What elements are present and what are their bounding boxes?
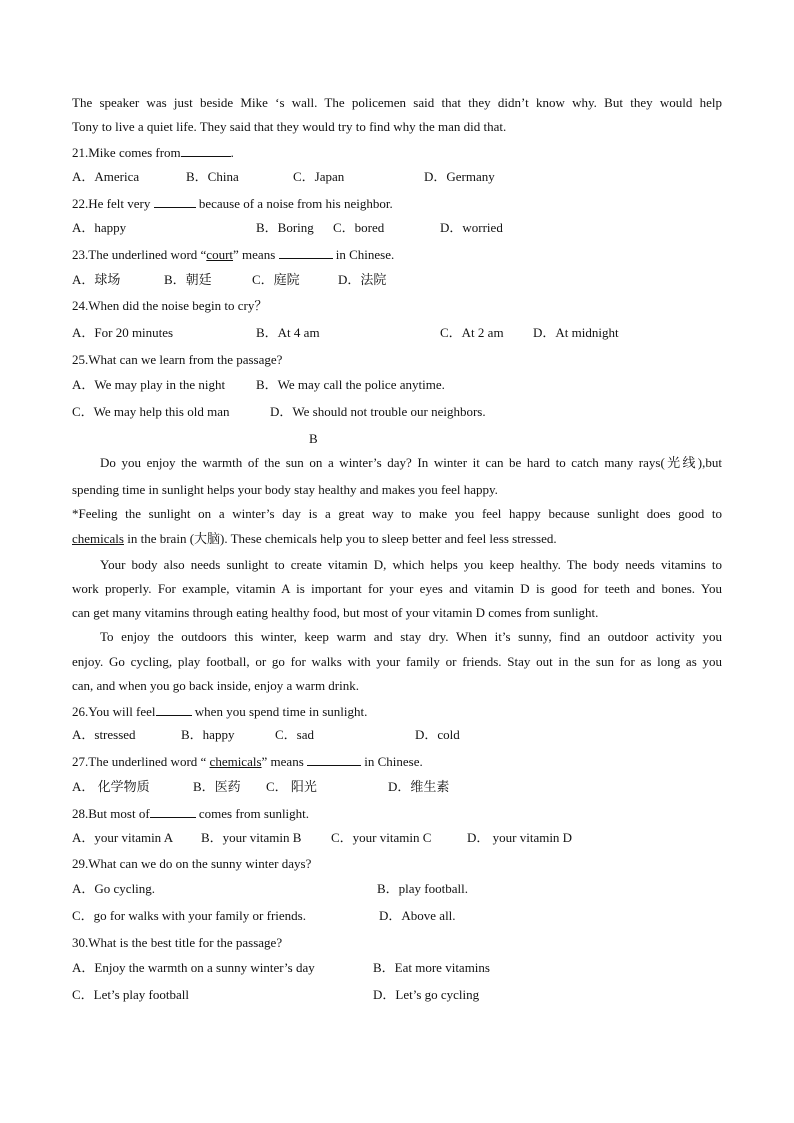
passage-b-p3-line-3: can get many vitamins through eating healthy food, but most of your vitamin D comes from sunlight. — [72, 605, 599, 620]
q26-option-b: B．happy — [181, 727, 235, 742]
answer-blank[interactable] — [181, 144, 231, 157]
passage-b-p2-line-2 — [72, 531, 557, 547]
q26-option-d: D．cold — [415, 727, 460, 742]
question-23-rest: in Chinese. — [335, 247, 395, 262]
q28-option-b: B．your vitamin B — [201, 830, 302, 845]
q27-option-b: B．医药 — [193, 779, 241, 794]
q21-option-d: D．Germany — [424, 169, 495, 184]
question-29: 29.What can we do on the sunny winter days? — [72, 856, 312, 871]
q24-option-d: D．At midnight — [533, 325, 619, 340]
question-24: 24.When did the noise begin to cry？ — [72, 298, 268, 313]
q21-option-c: C．Japan — [293, 169, 345, 184]
question-21-end: . — [230, 145, 234, 160]
q25-option-a: A．We may play in the night — [72, 377, 226, 392]
q26-option-a: A．stressed — [72, 727, 136, 742]
question-22 — [72, 195, 393, 212]
q29-option-a: A．Go cycling. — [72, 881, 156, 896]
question-30: 30.What is the best title for the passage? — [72, 935, 283, 950]
passage-a-line-1: The speaker was just beside Mike ‘s wall. The policemen said that they didn’t know why. But they would help — [72, 95, 722, 110]
passage-a-line-2: Tony to live a quiet life. They said that they would try to find why the man did that. — [72, 119, 507, 134]
passage-b-p2-line-2-rest: in the brain (大脑). These chemicals help you to sleep better and feel less stressed. — [123, 531, 557, 546]
question-26-stem: 26.You will feel — [72, 704, 156, 719]
passage-b-p3-line-2: work properly. For example, vitamin A is important for your eyes and vitamin D is good for teeth and bones. You — [72, 581, 722, 596]
answer-blank[interactable] — [279, 246, 333, 259]
passage-b-p2-line-1: *Feeling the sunlight on a winter’s day is a great way to make you feel happy because sunlight does good to — [72, 506, 722, 521]
q29-option-c: C．go for walks with your family or friends. — [72, 908, 306, 923]
q29-option-d: D．Above all. — [379, 908, 456, 923]
passage-b-p1-line-2: spending time in sunlight helps your body stay healthy and makes you feel happy. — [72, 482, 498, 497]
q23-option-b: B．朝廷 — [164, 272, 212, 287]
q30-option-a: A．Enjoy the warmth on a sunny winter’s day — [72, 960, 315, 975]
q29-option-b: B．play football. — [377, 881, 468, 896]
section-b-label: B — [309, 431, 318, 446]
underlined-word-chemicals: chemicals — [72, 531, 124, 546]
answer-blank[interactable] — [154, 195, 196, 208]
q23-option-d: D．法院 — [338, 272, 387, 287]
answer-blank[interactable] — [156, 703, 192, 716]
q22-option-d: D．worried — [440, 220, 503, 235]
question-21 — [72, 144, 234, 161]
q25-option-d: D．We should not trouble our neighbors. — [270, 404, 486, 419]
q27-option-a: A． 化学物质 — [72, 779, 150, 794]
question-23-post: ” means — [233, 247, 276, 262]
question-27 — [72, 753, 423, 770]
question-28 — [72, 805, 309, 822]
passage-b-p4-line-2: enjoy. Go cycling, play football, or go for walks with your family or friends. Stay out in the sun for as long as you — [72, 654, 722, 669]
q30-option-b: B．Eat more vitamins — [373, 960, 490, 975]
question-27-pre: 27.The underlined word “ — [72, 754, 210, 769]
q21-option-a: A．America — [72, 169, 140, 184]
question-22-stem: 22.He felt very — [72, 196, 151, 211]
q26-option-c: C．sad — [275, 727, 315, 742]
q28-option-a: A．your vitamin A — [72, 830, 174, 845]
q27-option-d: D．维生素 — [388, 779, 450, 794]
q28-option-c: C．your vitamin C — [331, 830, 432, 845]
question-25: 25.What can we learn from the passage? — [72, 352, 283, 367]
passage-b-p4-line-3: can, and when you go back inside, enjoy a warm drink. — [72, 678, 360, 693]
q23-option-c: C．庭院 — [252, 272, 300, 287]
q21-option-b: B．China — [186, 169, 239, 184]
q25-option-c: C．We may help this old man — [72, 404, 230, 419]
question-26-rest: when you spend time in sunlight. — [194, 704, 368, 719]
q27-option-c: C． 阳光 — [266, 779, 317, 794]
q25-option-b: B．We may call the police anytime. — [256, 377, 445, 392]
question-22-rest: because of a noise from his neighbor. — [198, 196, 393, 211]
question-23 — [72, 246, 394, 263]
q22-option-c: C．bored — [333, 220, 385, 235]
question-27-post: ” means — [261, 754, 304, 769]
q22-option-a: A．happy — [72, 220, 127, 235]
question-23-pre: 23.The underlined word “ — [72, 247, 207, 262]
q24-option-a: A．For 20 minutes — [72, 325, 174, 340]
q30-option-c: C．Let’s play football — [72, 987, 189, 1002]
answer-blank[interactable] — [307, 753, 361, 766]
underlined-word: court — [206, 247, 234, 262]
passage-b-p4-line-1: To enjoy the outdoors this winter, keep warm and stay dry. When it’s sunny, find an outdoor activity you — [100, 629, 722, 644]
question-26 — [72, 703, 367, 720]
q22-option-b: B．Boring — [256, 220, 314, 235]
q24-option-b: B．At 4 am — [256, 325, 320, 340]
question-27-rest: in Chinese. — [364, 754, 423, 769]
q30-option-d: D．Let’s go cycling — [373, 987, 480, 1002]
passage-b-p3-line-1: Your body also needs sunlight to create vitamin D, which helps you keep healthy. The body needs vitamins to — [100, 557, 722, 572]
question-21-stem: 21.Mike comes from — [72, 145, 181, 160]
passage-b-p1-line-1: Do you enjoy the warmth of the sun on a winter’s day? In winter it can be hard to catch many rays(光线),but — [100, 455, 722, 470]
q28-option-d: D． your vitamin D — [467, 830, 573, 845]
q23-option-a: A．球场 — [72, 272, 121, 287]
underlined-word: chemicals — [209, 754, 262, 769]
question-28-rest: comes from sunlight. — [198, 806, 310, 821]
answer-blank[interactable] — [150, 805, 196, 818]
question-28-stem: 28.But most of — [72, 806, 150, 821]
q24-option-c: C．At 2 am — [440, 325, 504, 340]
